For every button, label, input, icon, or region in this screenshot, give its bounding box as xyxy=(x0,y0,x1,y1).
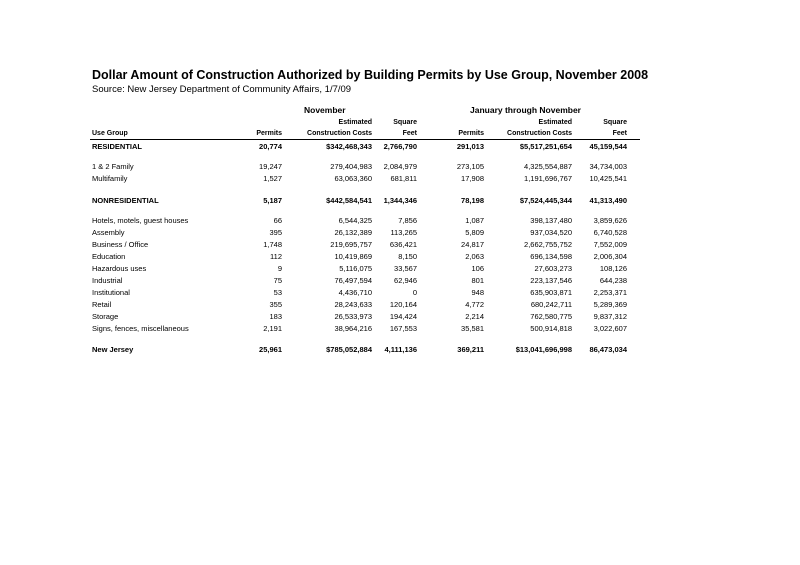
cell-nov-permits: 20,774 xyxy=(259,142,282,151)
cell-ytd-permits: 2,214 xyxy=(465,312,484,321)
header-ytd-square: Square xyxy=(603,119,627,126)
cell-ytd-sqft: 41,313,490 xyxy=(589,196,627,205)
cell-ytd-permits: 273,105 xyxy=(456,162,484,171)
cell-ytd-permits: 35,581 xyxy=(461,324,484,333)
cell-nov-sqft: 0 xyxy=(412,288,417,297)
table-row xyxy=(0,216,800,227)
cell-ytd-sqft: 3,859,626 xyxy=(593,216,627,225)
cell-ytd-sqft: 5,289,369 xyxy=(593,300,627,309)
cell-nov-cost: 76,497,594 xyxy=(334,276,372,285)
cell-ytd-sqft: 9,837,312 xyxy=(593,312,627,321)
cell-ytd-permits: 948 xyxy=(471,288,484,297)
cell-nov-sqft: 194,424 xyxy=(389,312,417,321)
cell-ytd-sqft: 6,740,528 xyxy=(593,228,627,237)
cell-ytd-cost: 4,325,554,887 xyxy=(524,162,572,171)
cell-ytd-permits: 4,772 xyxy=(465,300,484,309)
cell-nov-cost: 26,132,389 xyxy=(334,228,372,237)
row-label: Assembly xyxy=(92,228,125,237)
header-nov-permits: Permits xyxy=(256,130,282,137)
row-label: Multifamily xyxy=(92,174,128,183)
table-row xyxy=(0,312,800,323)
cell-nov-permits: 395 xyxy=(269,228,282,237)
header-nov-feet: Feet xyxy=(402,130,417,137)
cell-nov-cost: 6,544,325 xyxy=(338,216,372,225)
cell-ytd-permits: 106 xyxy=(471,264,484,273)
table-row xyxy=(0,228,800,239)
table-row xyxy=(0,174,800,185)
header-rule xyxy=(90,139,640,140)
row-label: Hotels, motels, guest houses xyxy=(92,216,189,225)
cell-ytd-sqft: 86,473,034 xyxy=(589,345,627,354)
cell-nov-permits: 112 xyxy=(270,252,282,261)
cell-ytd-permits: 369,211 xyxy=(457,345,484,354)
cell-nov-cost: 38,964,216 xyxy=(334,324,372,333)
cell-ytd-sqft: 3,022,607 xyxy=(593,324,627,333)
cell-ytd-permits: 1,087 xyxy=(465,216,484,225)
row-label: NONRESIDENTIAL xyxy=(92,196,159,205)
header-nov-estimated: Estimated xyxy=(338,119,372,126)
cell-ytd-permits: 24,817 xyxy=(461,240,484,249)
table-row xyxy=(0,240,800,251)
cell-nov-cost: 279,404,983 xyxy=(330,162,372,171)
table-row xyxy=(0,142,800,153)
cell-nov-cost: 4,436,710 xyxy=(338,288,372,297)
cell-ytd-cost: 27,603,273 xyxy=(534,264,572,273)
group-header-ytd: January through November xyxy=(470,105,581,115)
row-label: Education xyxy=(92,252,126,261)
header-nov-construction-costs: Construction Costs xyxy=(307,130,372,137)
cell-ytd-permits: 291,013 xyxy=(456,142,484,151)
cell-nov-permits: 1,748 xyxy=(263,240,282,249)
cell-ytd-cost: $13,041,696,998 xyxy=(515,345,572,354)
cell-nov-cost: $442,584,541 xyxy=(326,196,372,205)
cell-nov-sqft: 113,265 xyxy=(390,228,417,237)
row-label: Industrial xyxy=(92,276,123,285)
cell-nov-permits: 66 xyxy=(273,216,282,225)
cell-nov-cost: 26,533,973 xyxy=(334,312,372,321)
cell-nov-cost: $785,052,884 xyxy=(326,345,372,354)
cell-ytd-sqft: 10,425,541 xyxy=(589,174,627,183)
header-ytd-construction-costs: Construction Costs xyxy=(507,130,572,137)
cell-nov-cost: 28,243,633 xyxy=(334,300,372,309)
cell-ytd-sqft: 7,552,009 xyxy=(593,240,627,249)
cell-nov-sqft: 636,421 xyxy=(389,240,417,249)
table-row xyxy=(0,162,800,173)
cell-nov-cost: 5,116,075 xyxy=(339,264,372,273)
row-label: Storage xyxy=(92,312,119,321)
cell-nov-sqft: 1,344,346 xyxy=(383,196,417,205)
cell-ytd-sqft: 2,253,371 xyxy=(593,288,627,297)
cell-nov-cost: $342,468,343 xyxy=(326,142,372,151)
cell-nov-sqft: 8,150 xyxy=(398,252,417,261)
cell-ytd-permits: 801 xyxy=(471,276,484,285)
cell-nov-permits: 5,187 xyxy=(263,196,282,205)
table-row xyxy=(0,252,800,263)
cell-nov-sqft: 120,164 xyxy=(389,300,417,309)
header-ytd-estimated: Estimated xyxy=(538,119,572,126)
cell-ytd-cost: 2,662,755,752 xyxy=(524,240,572,249)
cell-ytd-cost: 680,242,711 xyxy=(530,300,572,309)
cell-nov-permits: 183 xyxy=(269,312,282,321)
cell-ytd-permits: 17,908 xyxy=(461,174,484,183)
cell-ytd-cost: 937,034,520 xyxy=(530,228,572,237)
cell-nov-permits: 53 xyxy=(273,288,282,297)
cell-nov-permits: 75 xyxy=(273,276,282,285)
cell-nov-cost: 63,063,360 xyxy=(334,174,372,183)
cell-ytd-cost: 696,134,598 xyxy=(530,252,572,261)
header-ytd-permits: Permits xyxy=(458,130,484,137)
cell-ytd-sqft: 45,159,544 xyxy=(589,142,627,151)
table-row xyxy=(0,196,800,207)
cell-nov-sqft: 33,567 xyxy=(394,264,417,273)
cell-nov-sqft: 681,811 xyxy=(390,174,417,183)
cell-ytd-sqft: 644,238 xyxy=(599,276,627,285)
cell-nov-permits: 1,527 xyxy=(263,174,282,183)
cell-nov-sqft: 167,553 xyxy=(389,324,417,333)
row-label: Retail xyxy=(92,300,112,309)
cell-ytd-cost: $7,524,445,344 xyxy=(519,196,572,205)
cell-ytd-cost: 398,137,480 xyxy=(530,216,572,225)
table-row xyxy=(0,300,800,311)
cell-ytd-cost: $5,517,251,654 xyxy=(519,142,572,151)
cell-nov-permits: 19,247 xyxy=(259,162,282,171)
cell-ytd-cost: 223,137,546 xyxy=(530,276,572,285)
cell-ytd-sqft: 108,126 xyxy=(599,264,627,273)
cell-ytd-cost: 1,191,696,767 xyxy=(524,174,572,183)
cell-ytd-sqft: 34,734,003 xyxy=(589,162,627,171)
table-row xyxy=(0,288,800,299)
header-ytd-feet: Feet xyxy=(612,130,627,137)
cell-ytd-permits: 5,809 xyxy=(465,228,484,237)
header-nov-square: Square xyxy=(393,119,417,126)
row-label: Hazardous uses xyxy=(92,264,147,273)
cell-ytd-permits: 2,063 xyxy=(465,252,484,261)
row-label: Signs, fences, miscellaneous xyxy=(92,324,189,333)
cell-ytd-cost: 762,580,775 xyxy=(530,312,572,321)
row-label: 1 & 2 Family xyxy=(92,162,134,171)
cell-nov-sqft: 2,766,790 xyxy=(383,142,417,151)
row-label: Business / Office xyxy=(92,240,149,249)
cell-ytd-permits: 78,198 xyxy=(461,196,484,205)
group-header-november: November xyxy=(304,105,346,115)
row-label: RESIDENTIAL xyxy=(92,142,143,151)
cell-nov-permits: 25,961 xyxy=(259,345,282,354)
page-title: Dollar Amount of Construction Authorized by Building Permits by Use Group, November 2008 xyxy=(92,68,649,82)
header-use-group: Use Group xyxy=(92,130,128,137)
row-label: New Jersey xyxy=(92,345,134,354)
table-row xyxy=(0,264,800,275)
table-row xyxy=(0,276,800,287)
cell-nov-permits: 355 xyxy=(269,300,282,309)
cell-nov-cost: 10,419,869 xyxy=(334,252,372,261)
source-note: Source: New Jersey Department of Community Affairs, 1/7/09 xyxy=(92,84,352,95)
cell-nov-permits: 2,191 xyxy=(263,324,282,333)
table-row xyxy=(0,324,800,335)
cell-ytd-sqft: 2,006,304 xyxy=(593,252,627,261)
cell-nov-sqft: 2,084,979 xyxy=(383,162,417,171)
cell-ytd-cost: 500,914,818 xyxy=(530,324,572,333)
cell-nov-sqft: 7,856 xyxy=(398,216,417,225)
cell-nov-cost: 219,695,757 xyxy=(330,240,372,249)
cell-nov-permits: 9 xyxy=(277,264,282,273)
cell-nov-sqft: 4,111,136 xyxy=(384,345,417,354)
cell-ytd-cost: 635,903,871 xyxy=(530,288,572,297)
table-row xyxy=(0,345,800,356)
cell-nov-sqft: 62,946 xyxy=(394,276,417,285)
row-label: Institutional xyxy=(92,288,130,297)
